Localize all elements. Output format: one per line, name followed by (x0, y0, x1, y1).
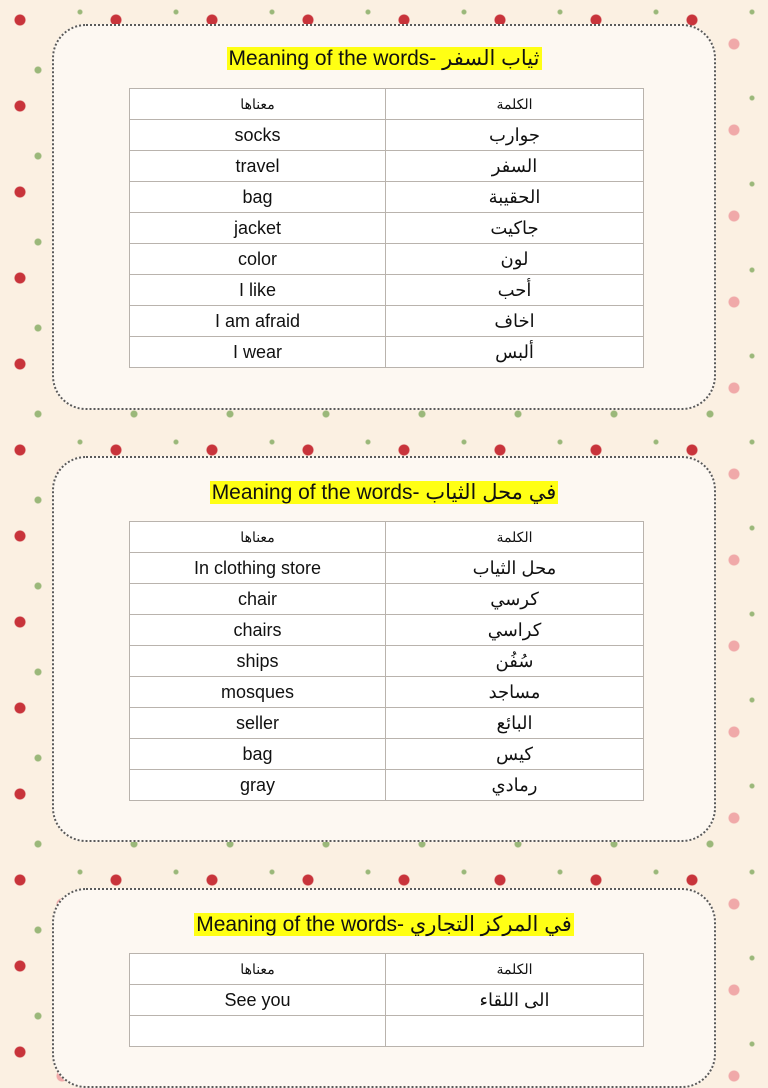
meaning-cell: bag (130, 739, 386, 770)
column-header-meaning: معناها (130, 954, 386, 985)
meaning-cell: gray (130, 770, 386, 801)
column-header-meaning: معناها (130, 522, 386, 553)
meaning-cell: chairs (130, 615, 386, 646)
meaning-cell: ships (130, 646, 386, 677)
word-cell: أحب (386, 275, 644, 306)
table-row (130, 985, 644, 1016)
meaning-cell: color (130, 244, 386, 275)
word-cell: محل الثياب (386, 553, 644, 584)
word-cell: ألبس (386, 337, 644, 368)
section-title-english: Meaning of the words- (211, 481, 420, 504)
word-cell: رمادي (386, 770, 644, 801)
meaning-cell: In clothing store (130, 553, 386, 584)
word-cell: كرسي (386, 584, 644, 615)
meaning-cell: See you (130, 985, 386, 1016)
meaning-cell: I like (130, 275, 386, 306)
word-cell: البائع (386, 708, 644, 739)
section-title-arabic: في المركز التجاري (409, 913, 572, 936)
section-title (54, 46, 714, 71)
vocab-table (129, 953, 644, 1047)
section-title (54, 912, 714, 937)
vocab-card-clothing-store (52, 456, 716, 842)
column-header-word: الكلمة (386, 954, 644, 985)
meaning-cell: bag (130, 182, 386, 213)
meaning-cell: chair (130, 584, 386, 615)
word-cell: الحقيبة (386, 182, 644, 213)
table-row (130, 584, 644, 615)
table-row (130, 213, 644, 244)
section-title-arabic: ثياب السفر (442, 47, 540, 70)
meaning-cell: socks (130, 120, 386, 151)
word-cell: كراسي (386, 615, 644, 646)
word-cell: مساجد (386, 677, 644, 708)
table-row (130, 646, 644, 677)
table-row (130, 120, 644, 151)
column-header-word: الكلمة (386, 522, 644, 553)
meaning-cell: jacket (130, 213, 386, 244)
column-header-meaning: معناها (130, 89, 386, 120)
table-row (130, 151, 644, 182)
vocab-card-shopping-mall (52, 888, 716, 1088)
vocab-table (129, 88, 644, 368)
table-row (130, 244, 644, 275)
section-title (54, 480, 714, 505)
meaning-cell: mosques (130, 677, 386, 708)
meaning-cell: travel (130, 151, 386, 182)
section-title-english: Meaning of the words- (196, 913, 405, 936)
table-header-row (130, 89, 644, 120)
table-row (130, 337, 644, 368)
meaning-cell: I am afraid (130, 306, 386, 337)
word-cell: لون (386, 244, 644, 275)
word-cell: كيس (386, 739, 644, 770)
table-row (130, 739, 644, 770)
word-cell: جاكيت (386, 213, 644, 244)
table-row (130, 677, 644, 708)
table-header-row (130, 522, 644, 553)
word-cell: الى اللقاء (386, 985, 644, 1016)
word-cell: السفر (386, 151, 644, 182)
table-row (130, 708, 644, 739)
table-header-row (130, 954, 644, 985)
table-row (130, 306, 644, 337)
table-row (130, 553, 644, 584)
meaning-cell: I wear (130, 337, 386, 368)
meaning-cell (130, 1016, 386, 1047)
word-cell: اخاف (386, 306, 644, 337)
word-cell: سُفُن (386, 646, 644, 677)
section-title-arabic: في محل الثياب (425, 481, 557, 504)
section-title-english: Meaning of the words- (228, 47, 437, 70)
table-row (130, 275, 644, 306)
word-cell: جوارب (386, 120, 644, 151)
vocab-table (129, 521, 644, 801)
column-header-word: الكلمة (386, 89, 644, 120)
word-cell (386, 1016, 644, 1047)
table-row (130, 615, 644, 646)
table-row (130, 1016, 644, 1047)
table-row (130, 770, 644, 801)
table-row (130, 182, 644, 213)
meaning-cell: seller (130, 708, 386, 739)
vocab-card-travel-clothes (52, 24, 716, 410)
